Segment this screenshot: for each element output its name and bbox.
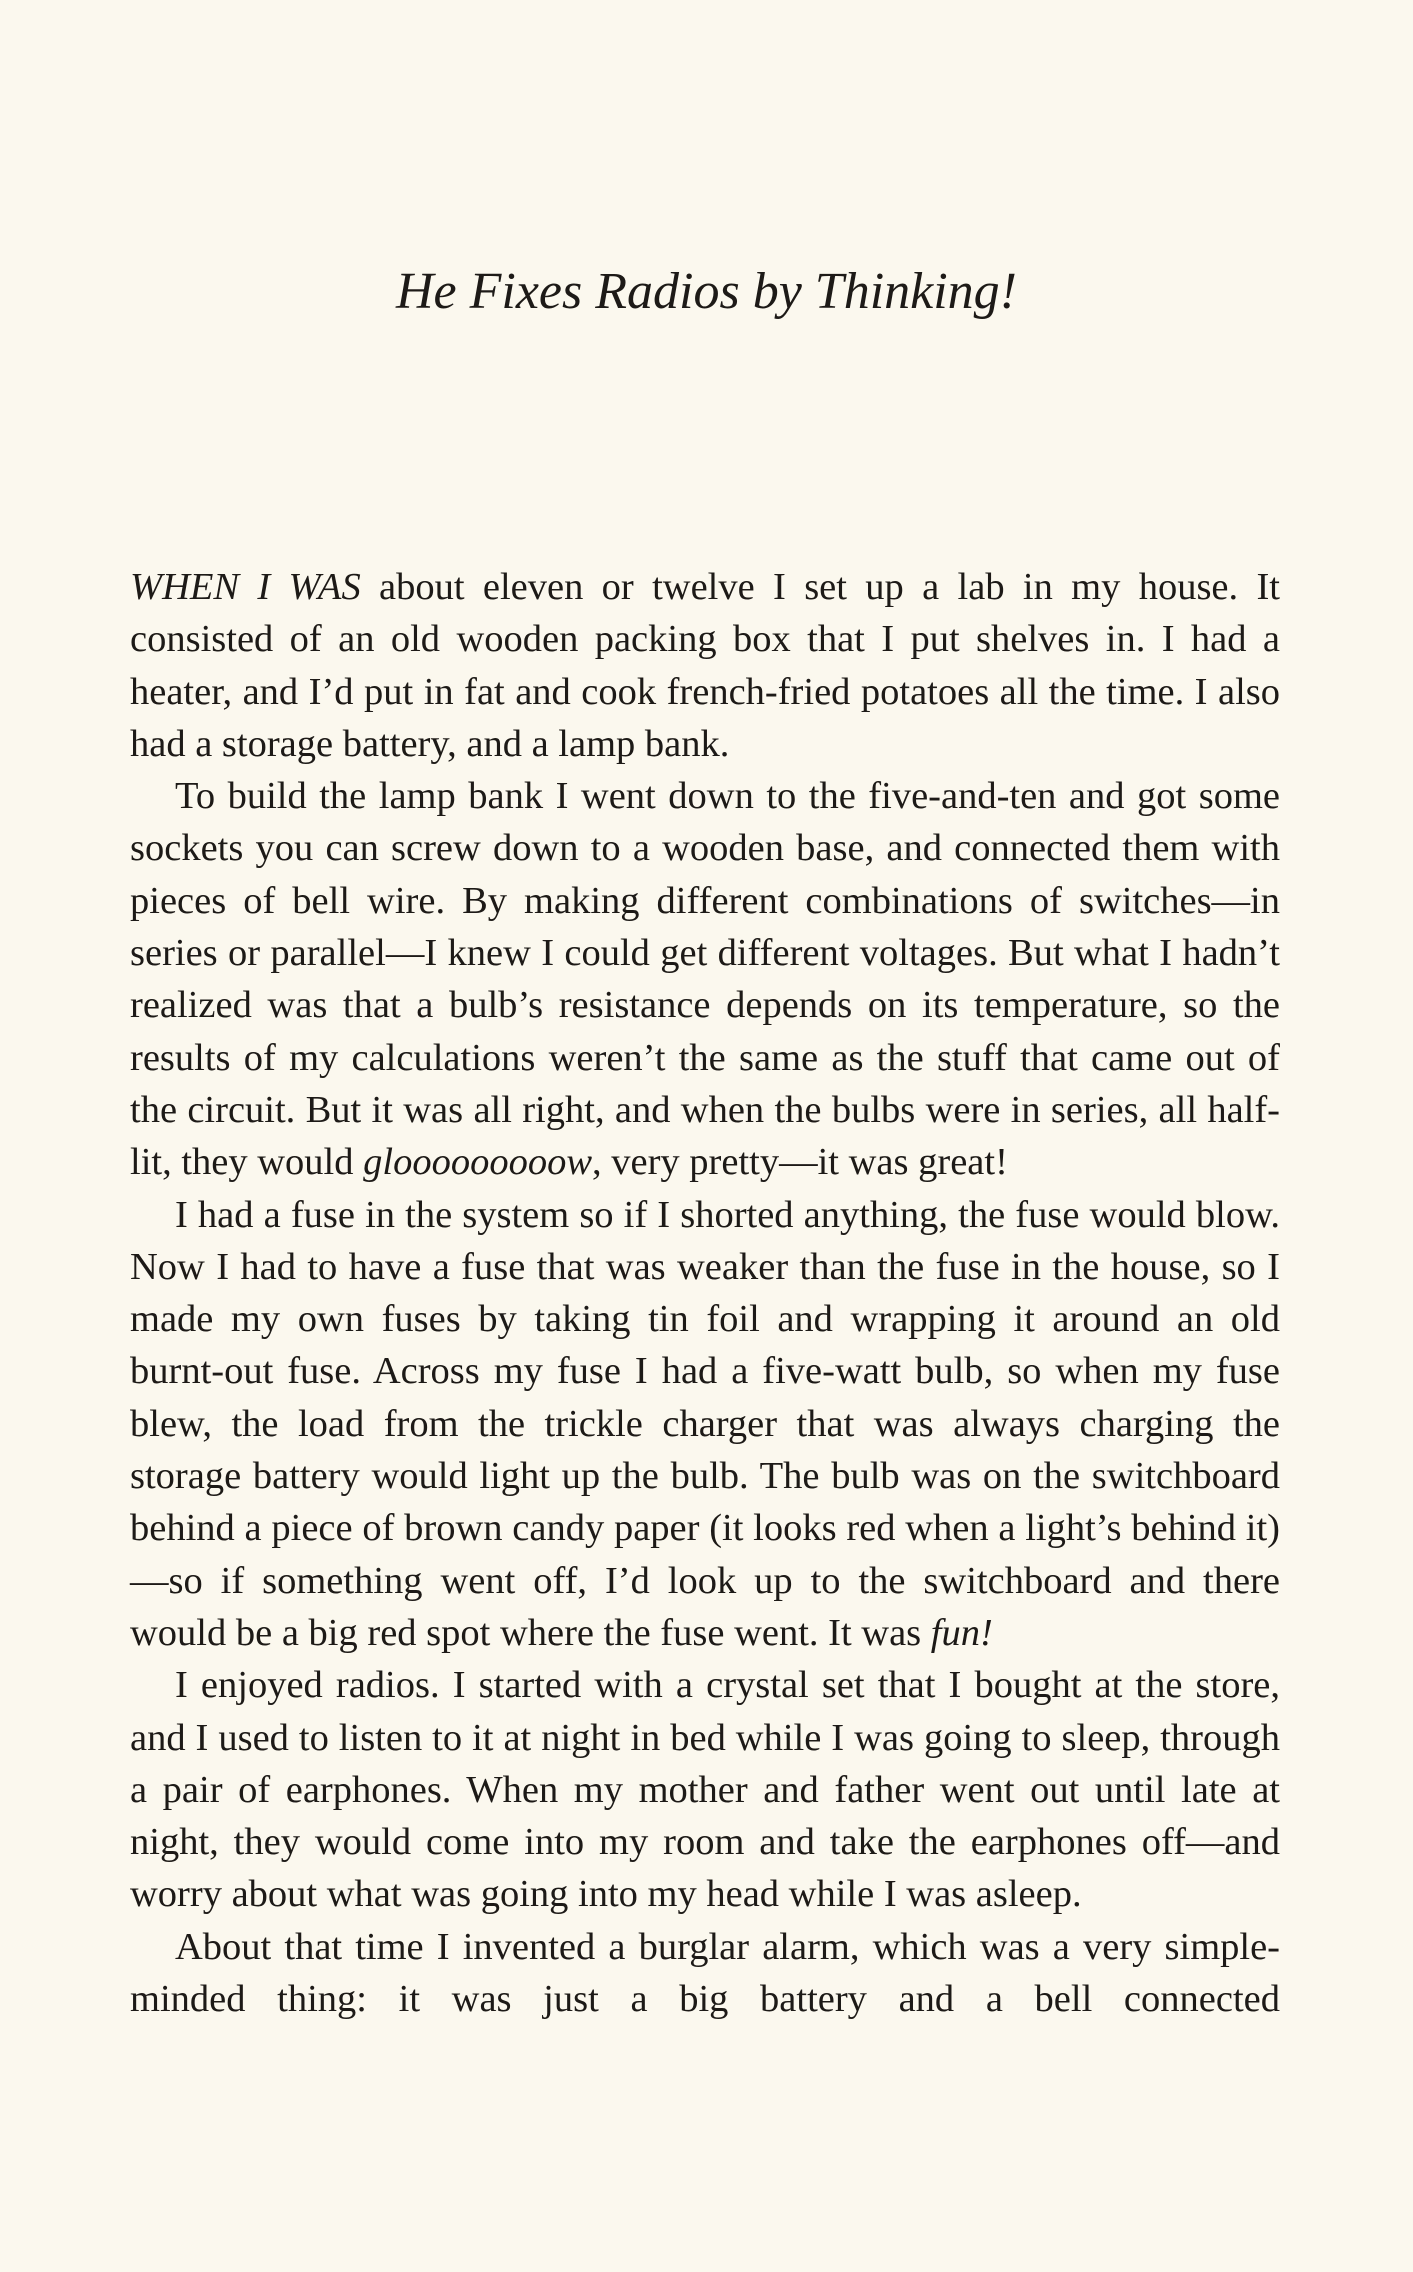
body-text xyxy=(130,561,1280,2025)
paragraph-3 xyxy=(130,1189,1280,1660)
lead-in-italic: WHEN I WAS xyxy=(130,566,361,608)
paragraph-2 xyxy=(130,770,1280,1188)
paragraph-5-text: About that time I invented a burglar alarm, which was a very simple-minded thing: it was just a big battery and a bell connected xyxy=(130,1925,1280,2021)
paragraph-3-italic: fun! xyxy=(930,1611,993,1654)
paragraph-1 xyxy=(130,561,1280,770)
paragraph-2-text-after: , very pretty—it was great! xyxy=(592,1141,1008,1184)
chapter-title: He Fixes Radios by Thinking! xyxy=(396,263,1017,320)
paragraph-2-text-before: To build the lamp bank I went down to the five-and-ten and got some sockets you can screw down to a wooden base, and connected them with pieces of bell wire. By making different combinations of switches—in series or parallel—I knew I could get different voltages. But what I hadn’t realized was that a bulb’s resistance depends on its temperature, so the results of my calculations weren’t the same as the stuff that came out of the circuit. But it was all right, and when the bulbs were in series, all half-lit, they would xyxy=(130,775,1280,1184)
paragraph-2-italic: glooooooooow xyxy=(363,1141,593,1184)
paragraph-5 xyxy=(130,1921,1280,2026)
paragraph-3-text-before: I had a fuse in the system so if I shorted anything, the fuse would blow. Now I had to have a fuse that was weaker than the fuse in the house, so I made my own fuses by taking tin foil and wrapping it around an old burnt-out fuse. Across my fuse I had a five-watt bulb, so when my fuse blew, the load from the trickle charger that was always charging the storage battery would light up the bulb. The bulb was on the switchboard behind a piece of brown candy paper (it looks red when a light’s behind it)—so if something went off, I’d look up to the switchboard and there would be a big red spot where the fuse went. It was xyxy=(130,1193,1280,1654)
paragraph-1-text: about eleven or twelve I set up a lab in my house. It consisted of an old wooden packing box that I put shelves in. I had a heater, and I’d put in fat and cook french-fried potatoes all the time. I also had a storage battery, and a lamp bank. xyxy=(130,566,1280,765)
paragraph-4 xyxy=(130,1659,1280,1920)
paragraph-4-text: I enjoyed radios. I started with a crystal set that I bought at the store, and I used to listen to it at night in bed while I was going to sleep, through a pair of earphones. When my mother and father went out until late at night, they would come into my room and take the earphones off—and worry about what was going into my head while I was asleep. xyxy=(130,1664,1280,1916)
